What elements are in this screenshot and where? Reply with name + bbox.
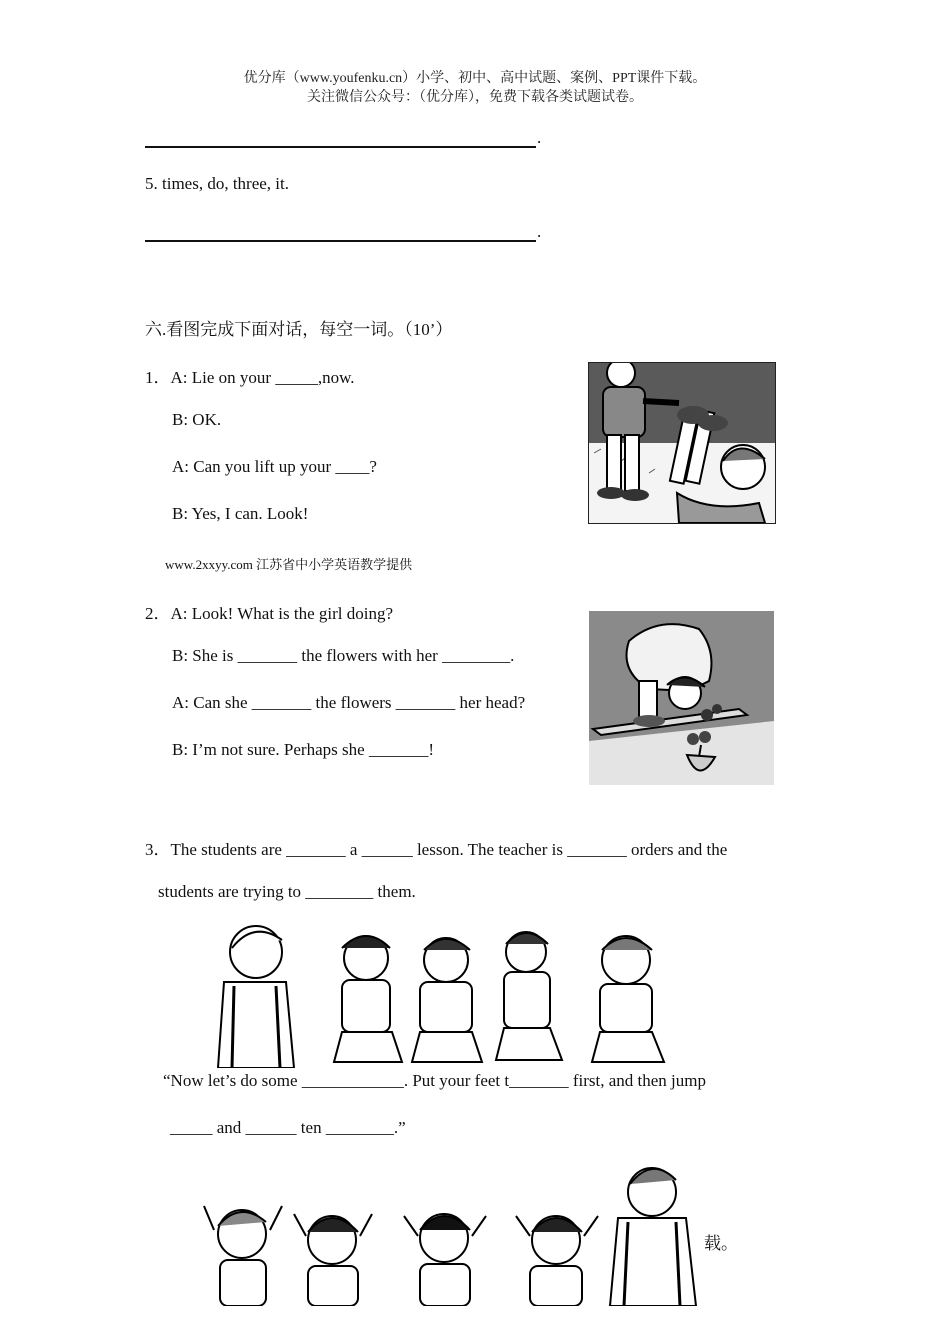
q1-line-4: B: Yes, I can. Look!: [172, 504, 309, 523]
q3-line-3: “Now let’s do some ____________. Put your feet t_______ first, and then jump: [163, 1071, 706, 1090]
answer-line: [145, 146, 536, 148]
q3-illustration-kneeling: [214, 922, 704, 1068]
q2-line-1: 2．A: Look! What is the girl doing?: [145, 604, 394, 623]
header-line-1: 优分库（www.youfenku.cn）小学、初中、高中试题、案例、PPT课件下载。: [243, 71, 707, 86]
q2-line-3: A: Can she _______ the flowers _______ her head?: [172, 693, 526, 712]
q2-illustration: [589, 611, 774, 785]
q3-line-4: _____ and ______ ten ________.”: [170, 1118, 406, 1137]
question-5: 5. times, do, three, it.: [145, 174, 290, 193]
answer-period: .: [537, 222, 542, 241]
source-credit: www.2xxyy.com 江苏省中小学英语教学提供: [165, 557, 413, 572]
q3-illustration-jumping: [200, 1156, 700, 1306]
header-line-2: 关注微信公众号：（优分库），免费下载各类试题试卷。: [307, 90, 643, 105]
partial-footer-text: 载。: [704, 1234, 738, 1253]
q1-line-1: 1．A: Lie on your _____,now.: [145, 368, 355, 387]
q3-line-2: students are trying to ________ them.: [158, 882, 416, 901]
q2-line-2: B: She is _______ the flowers with her ________.: [172, 646, 515, 665]
q2-line-4: B: I’m not sure. Perhaps she _______!: [172, 740, 435, 759]
section-6-title: 六.看图完成下面对话，每空一词。（10’）: [145, 320, 453, 339]
q1-illustration: [588, 362, 776, 524]
q3-line-1: 3．The students are _______ a ______ lesson. The teacher is _______ orders and the: [145, 840, 728, 859]
q1-line-3: A: Can you lift up your ____?: [172, 457, 377, 476]
answer-period: .: [537, 128, 542, 147]
answer-line: [145, 240, 536, 242]
q1-line-2: B: OK.: [172, 410, 222, 429]
